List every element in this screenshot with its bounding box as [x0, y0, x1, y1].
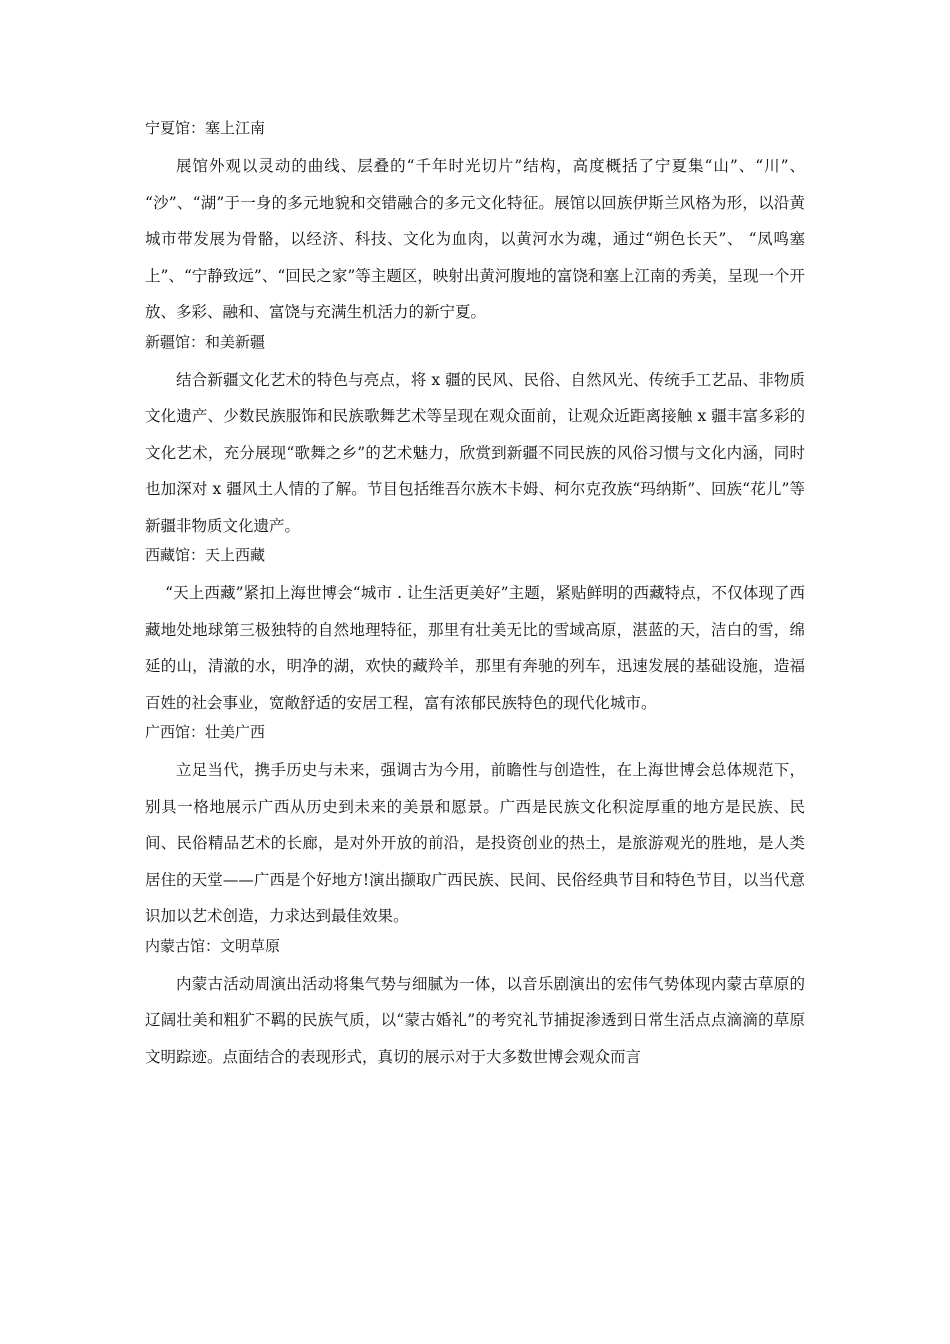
section-heading: 广西馆：壮美广西	[145, 723, 266, 741]
section-xizang	[145, 544, 805, 721]
section-paragraph: “天上西藏”紧扣上海世博会“城市 . 让生活更美好”主题，紧贴鲜明的西藏特点，不仅体现了西藏地处地球第三极独特的自然地理特征，那里有壮美无比的雪域高原，湛蓝的天，洁白的雪，绵延的山，清澈的水，明净的湖，欢快的藏羚羊，那里有奔驰的列车，迅速发展的基础设施，造福百姓的社会事业，宽敞舒适的安居工程，富有浓郁民族特色的现代化城市。	[145, 584, 805, 712]
section-heading: 新疆馆：和美新疆	[145, 332, 266, 351]
section-paragraph: 展馆外观以灵动的曲线、层叠的“千年时光切片”结构，高度概括了宁夏集“山”、“川”、 “沙”、“湖”于一身的多元地貌和交错融合的多元文化特征。展馆以回族伊斯兰风格为形，以沿黄城市带发展为骨骼，以经济、科技、文化为血肉，以黄河水为魂，通过“朔色长天”、 “凤鸣塞上”、“宁静致远”、“回民之家”等主题区，映射出黄河腹地的富饶和塞上江南的秀美，呈现一个开放、多彩、融和、富饶与充满生机活力的新宁夏。	[145, 157, 805, 321]
section-guangxi	[145, 721, 805, 935]
section-ningxia	[145, 117, 805, 331]
section-paragraph: 内蒙古活动周演出活动将集气势与细腻为一体，以音乐剧演出的宏伟气势体现内蒙古草原的辽阔壮美和粗犷不羁的民族气质，以“蒙古婚礼”的考究礼节捕捉渗透到日常生活点点滴滴的草原文明踪迹。点面结合的表现形式，真切的展示对于大多数世博会观众而言	[145, 974, 805, 1066]
section-heading: 西藏馆：天上西藏	[145, 546, 266, 564]
section-paragraph: 结合新疆文化艺术的特色与亮点，将 x 疆的民风、民俗、自然风光、传统手工艺品、非物质文化遗产、少数民族服饰和民族歌舞艺术等呈现在观众面前，让观众近距离接触 x 疆丰富多彩的文化艺术，充分展现“歌舞之乡”的艺术魅力，欣赏到新疆不同民族的风俗习惯与文化内涵，同时也加深对 x 疆风土人情的了解。节目包括维吾尔族木卡姆、柯尔克孜族“玛纳斯”、回族“花儿”等新疆非物质文化遗产。	[145, 370, 805, 535]
document-page	[145, 117, 805, 1075]
section-heading: 内蒙古馆：文明草原	[145, 936, 281, 955]
section-neimenggu	[145, 935, 805, 1076]
section-heading: 宁夏馆：塞上江南	[145, 119, 266, 137]
section-xinjiang	[145, 331, 805, 545]
section-paragraph: 立足当代，携手历史与未来，强调古为今用，前瞻性与创造性，在上海世博会总体规范下，别具一格地展示广西从历史到未来的美景和愿景。广西是民族文化积淀厚重的地方是民族、民间、民俗精品艺术的长廊，是对外开放的前沿，是投资创业的热土，是旅游观光的胜地，是人类居住的天堂——广西是个好地方!演出撷取广西民族、民间、民俗经典节目和特色节目，以当代意识加以艺术创造，力求达到最佳效果。	[145, 761, 805, 925]
